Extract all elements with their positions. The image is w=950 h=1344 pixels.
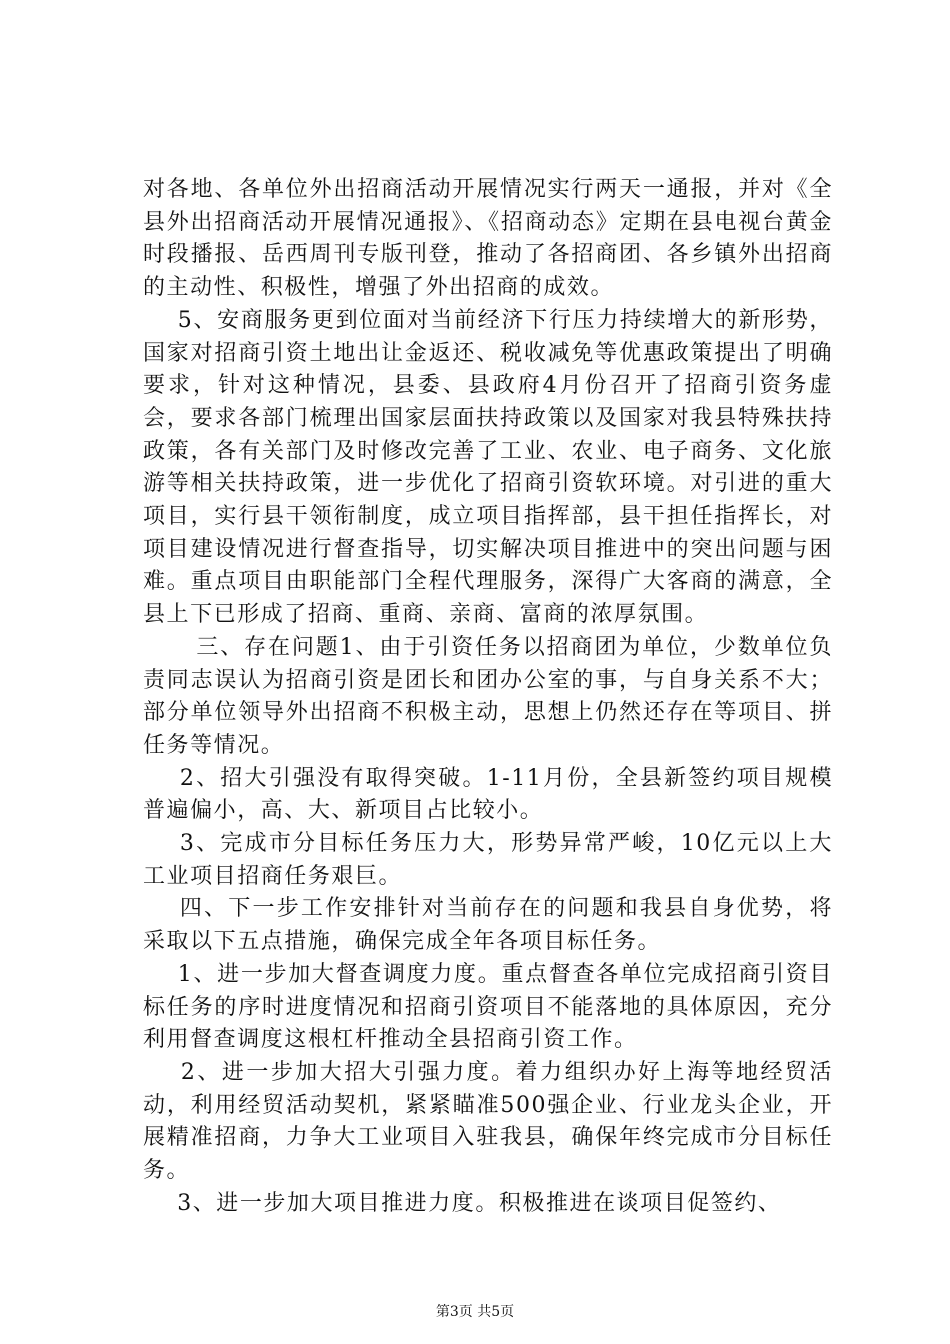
paragraph-5: 3、完成市分目标任务压力大，形势异常严峻，10亿元以上大工业项目招商任务艰巨。 (143, 831, 833, 889)
paragraph-6: 四、下一步工作安排针对当前存在的问题和我县自身优势，将采取以下五点措施，确保完成全年各项目标任务。 (143, 896, 833, 955)
document-body (143, 174, 833, 1221)
paragraph-9: 3、进一步加大项目推进力度。积极推进在谈项目促签约、 (143, 1190, 782, 1216)
paragraph-3: 三、存在问题1、由于引资任务以招商团为单位，少数单位负责同志误认为招商引资是团长和团办公室的事，与自身关系不大；部分单位领导外出招商不积极主动，思想上仍然还存在等项目、拼任务等情况。 (143, 634, 833, 758)
paragraph-8: 2、进一步加大招大引强力度。着力组织办好上海等地经贸活动，利用经贸活动契机，紧紧瞄准500强企业、行业龙头企业，开展精准招商，力争大工业项目入驻我县，确保年终完成市分目标任务。 (143, 1059, 833, 1184)
paragraph-4: 2、招大引强没有取得突破。1-11月份，全县新签约项目规模普遍偏小，高、大、新项目占比较小。 (143, 765, 833, 824)
paragraph-1: 对各地、各单位外出招商活动开展情况实行两天一通报，并对《全县外出招商活动开展情况通报》、《招商动态》定期在县电视台黄金时段播报、岳西周刊专版刊登，推动了各招商团、各乡镇外出招商的主动性、积极性，增强了外出招商的成效。 (143, 177, 833, 301)
paragraph-7: 1、进一步加大督查调度力度。重点督查各单位完成招商引资目标任务的序时进度情况和招商引资项目不能落地的具体原因，充分利用督查调度这根杠杆推动全县招商引资工作。 (143, 961, 833, 1053)
paragraph-2: 5、安商服务更到位面对当前经济下行压力持续增大的新形势，国家对招商引资土地出让金返还、税收减免等优惠政策提出了明确要求，针对这种情况，县委、县政府4月份召开了招商引资务虚会，要求各部门梳理出国家层面扶持政策以及国家对我县特殊扶持政策，各有关部门及时修改完善了工业、农业、电子商务、文化旅游等相关扶持政策，进一步优化了招商引资软环境。对引进的重大项目，实行县干领衔制度，成立项目指挥部，县干担任指挥长，对项目建设情况进行督查指导，切实解决项目推进中的突出问题与困难。重点项目由职能部门全程代理服务，深得广大客商的满意，全县上下已形成了招商、重商、亲商、富商的浓厚氛围。 (143, 307, 833, 628)
page-footer: 第3页 共5页 (435, 1304, 515, 1320)
